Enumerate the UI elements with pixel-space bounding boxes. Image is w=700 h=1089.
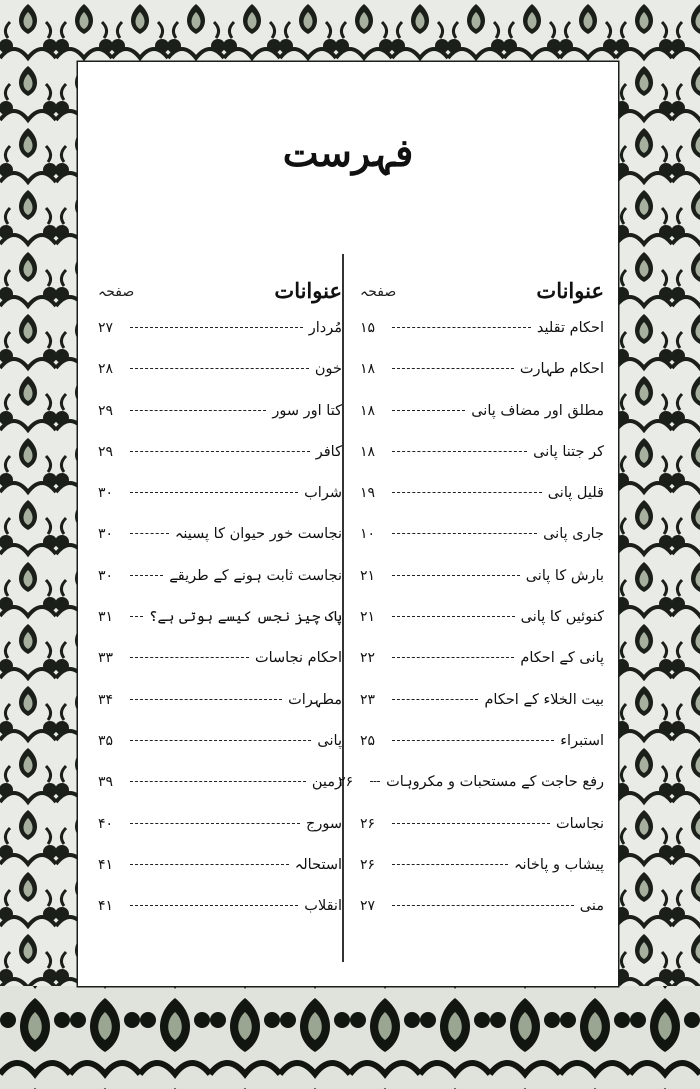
toc-entry-title: شراب	[304, 485, 342, 502]
toc-column-left	[98, 278, 342, 939]
leader-dashes	[392, 492, 542, 493]
toc-entry-page: ۴۰	[98, 815, 114, 832]
column-divider	[342, 254, 344, 962]
toc-entry	[360, 650, 604, 691]
toc-entry-title: کنوئیں کا پانی	[520, 609, 604, 626]
toc-entry-title: نجاسات	[555, 815, 604, 832]
leader-dashes	[392, 740, 554, 741]
toc-entry	[98, 898, 342, 939]
toc-entry-title: پانی	[317, 732, 342, 749]
toc-entry-title: منی	[579, 898, 604, 915]
toc-entry	[98, 485, 342, 526]
leader-dashes	[392, 410, 465, 411]
toc-entry-title: نجاست خور حیوان کا پسینہ	[174, 526, 342, 543]
leader-dashes	[392, 368, 514, 369]
toc-entry	[98, 816, 342, 857]
toc-entry	[360, 816, 604, 857]
toc-entry-title: سورج	[305, 815, 342, 832]
toc-entry-page: ۲۱	[360, 609, 376, 626]
toc-entry-title: پیشاب و پاخانہ	[513, 856, 604, 873]
leader-dashes	[130, 740, 311, 741]
column-header	[98, 278, 342, 310]
leader-dashes	[130, 575, 163, 576]
toc-entry	[360, 898, 604, 939]
toc-entry-title: بارش کا پانی	[525, 567, 604, 584]
toc-entry-page: ۳۰	[98, 526, 114, 543]
toc-entry-page: ۲۲	[360, 650, 376, 667]
toc-entry-title: استبراء	[560, 732, 604, 749]
toc-entry	[360, 609, 604, 650]
toc-entry-title: مطلق اور مضاف پانی	[471, 402, 604, 419]
toc-entry	[98, 650, 342, 691]
toc-entry-title: پانی کے احکام	[520, 650, 604, 667]
toc-entry-page: ۲۸	[98, 361, 114, 378]
column-header	[360, 278, 604, 310]
toc-entry-page: ۱۸	[360, 402, 376, 419]
toc-entry-page: ۳۰	[98, 567, 114, 584]
leader-dashes	[130, 492, 298, 493]
toc-entry-title: رفع حاجت کے مستحبات و مکروہات	[386, 774, 604, 791]
toc-entry-title: پاک چیز نجس کیسے ہوتی ہے؟	[149, 609, 342, 626]
toc-entry-page: ۲۳	[360, 691, 376, 708]
toc-entry-title: انقلاب	[304, 898, 342, 915]
toc-entry-title: خون	[314, 361, 342, 378]
toc-entry	[360, 692, 604, 733]
leader-dashes	[392, 823, 550, 824]
toc-entry-page: ۲۱	[360, 567, 376, 584]
leader-dashes	[130, 781, 306, 782]
toc-entry-title: استحالہ	[294, 856, 342, 873]
toc-entry	[360, 485, 604, 526]
leader-dashes	[130, 657, 249, 658]
page-header: صفحہ	[98, 284, 135, 300]
toc-entry	[98, 692, 342, 733]
toc-entry	[98, 444, 342, 485]
toc-entry	[360, 857, 604, 898]
toc-entry	[360, 444, 604, 485]
toc-entry	[360, 361, 604, 402]
toc-entry	[98, 403, 342, 444]
leader-dashes	[130, 699, 282, 700]
leader-dashes	[130, 616, 143, 617]
toc-entry-page: ۳۰	[98, 485, 114, 502]
toc-entry-page: ۱۵	[360, 320, 376, 336]
toc-entry	[98, 774, 342, 815]
toc-entry-page: ۱۹	[360, 485, 376, 502]
toc-entry-page: ۱۸	[360, 443, 376, 460]
toc-entry-page: ۲۵	[360, 732, 376, 749]
toc-entry-title: کر جتنا پانی	[533, 443, 604, 460]
toc-entry	[98, 609, 342, 650]
toc-entry	[338, 774, 604, 815]
toc-panel	[78, 62, 618, 986]
toc-entry-page: ۴۱	[98, 898, 114, 915]
toc-entry-title: مُردار	[308, 320, 342, 336]
toc-entry-page: ۲۹	[98, 402, 114, 419]
toc-entry-page: ۲۶	[360, 856, 376, 873]
leader-dashes	[130, 864, 289, 865]
toc-entry-page: ۳۴	[98, 691, 114, 708]
toc-entry-title: قلیل پانی	[547, 485, 604, 502]
topics-header: عنوانات	[536, 278, 604, 303]
toc-entry-title: بیت الخلاء کے احکام	[484, 691, 604, 708]
toc-entry-title: مطہرات	[288, 691, 342, 708]
leader-dashes	[130, 327, 303, 328]
toc-entry-page: ۱۰	[360, 526, 376, 543]
page-header: صفحہ	[360, 284, 397, 300]
leader-dashes	[130, 823, 300, 824]
toc-entry-title: احکام طہارت	[519, 361, 604, 378]
toc-entry-page: ۳۹	[98, 774, 114, 791]
toc-entry	[98, 733, 342, 774]
toc-entry-page: ۱۸	[360, 361, 376, 378]
leader-dashes	[392, 533, 537, 534]
toc-entry	[98, 526, 342, 567]
toc-entry-page: ۴۱	[98, 856, 114, 873]
toc-entry-page: ۲۶	[360, 815, 376, 832]
toc-entry-page: ۲۶	[338, 774, 354, 791]
toc-entry-page: ۳۱	[98, 609, 114, 626]
toc-column-right	[338, 278, 604, 939]
toc-entry	[98, 361, 342, 402]
leader-dashes	[392, 657, 514, 658]
leader-dashes	[370, 781, 380, 782]
topics-header: عنوانات	[274, 278, 342, 303]
toc-entry	[360, 733, 604, 774]
toc-entry-page: ۳۳	[98, 650, 114, 667]
toc-entry-page: ۲۷	[360, 898, 376, 915]
leader-dashes	[130, 410, 266, 411]
toc-entry	[360, 526, 604, 567]
toc-entry	[98, 857, 342, 898]
leader-dashes	[392, 699, 478, 700]
leader-dashes	[130, 368, 309, 369]
toc-entry-title: زمین	[311, 774, 342, 791]
toc-entry-page: ۲۷	[98, 320, 114, 336]
toc-entry-page: ۳۵	[98, 732, 114, 749]
leader-dashes	[392, 451, 527, 452]
toc-entry-title: احکام تقلید	[536, 320, 604, 336]
page-title: فہرست	[282, 130, 414, 175]
leader-dashes	[130, 905, 298, 906]
leader-dashes	[392, 575, 520, 576]
toc-entry-title: کافر	[315, 443, 342, 460]
leader-dashes	[392, 327, 531, 328]
toc-entry	[360, 568, 604, 609]
leader-dashes	[130, 451, 310, 452]
toc-entry-title: احکام نجاسات	[254, 650, 342, 667]
leader-dashes	[392, 905, 574, 906]
toc-entry	[98, 320, 342, 361]
toc-entry-page: ۲۹	[98, 443, 114, 460]
toc-entry	[98, 568, 342, 609]
leader-dashes	[392, 616, 515, 617]
toc-entry-title: جاری پانی	[543, 526, 604, 543]
toc-entry-title: کتا اور سور	[272, 402, 342, 419]
toc-entry	[360, 320, 604, 361]
leader-dashes	[392, 864, 508, 865]
toc-entry-title: نجاست ثابت ہونے کے طریقے	[169, 567, 342, 584]
toc-entry	[360, 403, 604, 444]
leader-dashes	[130, 533, 169, 534]
